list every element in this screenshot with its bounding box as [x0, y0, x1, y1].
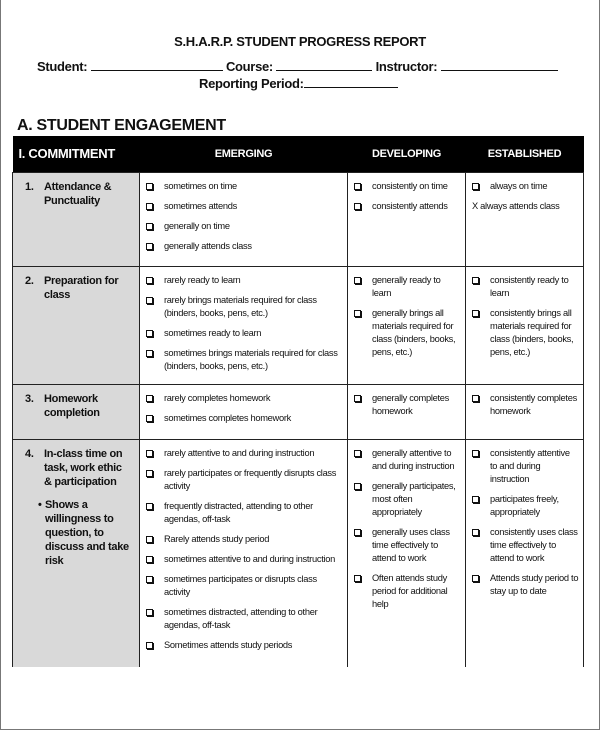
item-text: sometimes attentive to and during instruction	[164, 553, 335, 564]
table-row	[13, 439, 584, 679]
course-field[interactable]	[276, 59, 372, 71]
checkbox-icon[interactable]	[146, 556, 153, 563]
instructor-field[interactable]	[441, 59, 558, 71]
category-cell	[13, 172, 140, 266]
table-row	[13, 384, 584, 439]
checkbox-icon[interactable]	[146, 395, 153, 402]
checklist-item[interactable]	[472, 274, 579, 300]
item-text: consistently attends	[372, 200, 448, 211]
checklist-item[interactable]	[146, 240, 343, 253]
item-text: generally attentive to and during instruction	[372, 447, 455, 471]
checkbox-icon[interactable]	[354, 395, 361, 402]
checklist-item[interactable]	[472, 447, 579, 486]
checklist-item[interactable]	[472, 493, 579, 519]
checklist-item[interactable]	[472, 526, 579, 565]
table-header	[13, 136, 584, 172]
established-cell	[466, 439, 584, 679]
checkbox-icon[interactable]	[146, 450, 153, 457]
checkbox-icon[interactable]	[146, 642, 153, 649]
checklist-item[interactable]	[146, 553, 343, 566]
checklist-item[interactable]	[146, 180, 343, 193]
item-text: generally ready to learn	[372, 274, 441, 298]
rubric-table	[12, 136, 584, 679]
item-text: generally uses class time effectively to attend to work	[372, 526, 450, 563]
page-bottom-margin	[0, 667, 600, 730]
emerging-cell	[140, 384, 348, 439]
checkbox-icon[interactable]	[472, 277, 479, 284]
item-text: sometimes participates or disrupts class activity	[164, 573, 317, 597]
checkbox-icon[interactable]	[146, 243, 153, 250]
checklist-item[interactable]	[146, 447, 343, 460]
header-established: ESTABLISHED	[466, 136, 584, 172]
bullet-icon: •	[38, 498, 42, 511]
checked-item[interactable]	[472, 200, 579, 213]
item-text: sometimes completes homework	[164, 412, 291, 423]
report-title: S.H.A.R.P. STUDENT PROGRESS REPORT	[174, 34, 426, 49]
checkbox-icon[interactable]	[146, 330, 153, 337]
developing-cell	[348, 439, 466, 679]
checkbox-icon[interactable]	[146, 503, 153, 510]
checkbox-icon[interactable]	[472, 310, 479, 317]
checkbox-icon[interactable]	[472, 529, 479, 536]
item-text: generally completes homework	[372, 392, 449, 416]
checklist-item[interactable]	[146, 412, 343, 425]
checklist-item[interactable]	[146, 347, 343, 373]
checkbox-icon[interactable]	[354, 183, 361, 190]
item-text: generally on time	[164, 220, 230, 231]
checkbox-icon[interactable]	[354, 450, 361, 457]
item-text: sometimes ready to learn	[164, 327, 262, 338]
checklist-item[interactable]	[354, 307, 461, 359]
header-commitment: I. COMMITMENT	[13, 136, 140, 172]
checklist-item[interactable]	[146, 294, 343, 320]
period-label: Reporting Period:	[199, 76, 304, 91]
checklist-item[interactable]	[354, 480, 461, 519]
checklist-item[interactable]	[146, 573, 343, 599]
item-text: rarely completes homework	[164, 392, 271, 403]
period-field[interactable]	[304, 76, 398, 88]
checkbox-icon[interactable]	[146, 203, 153, 210]
table-row	[13, 266, 584, 384]
header-developing: DEVELOPING	[348, 136, 466, 172]
item-text: frequently distracted, attending to other agendas, off-task	[164, 500, 313, 524]
item-text: rarely attentive to and during instruction	[164, 447, 315, 458]
checklist-item[interactable]	[354, 274, 461, 300]
checklist-item[interactable]	[354, 526, 461, 565]
developing-cell	[348, 266, 466, 384]
checklist-item[interactable]	[146, 606, 343, 632]
checkbox-icon[interactable]	[472, 183, 479, 190]
item-text: generally attends class	[164, 240, 252, 251]
checklist-item[interactable]	[472, 572, 579, 598]
checklist-item[interactable]	[354, 180, 461, 193]
emerging-cell	[140, 439, 348, 679]
checklist-item[interactable]	[472, 307, 579, 359]
established-cell	[466, 172, 584, 266]
category-number: 3.	[25, 392, 34, 405]
category-label: Preparation for class	[44, 274, 119, 301]
category-number: 1.	[25, 180, 34, 193]
student-label: Student:	[37, 59, 88, 74]
checkbox-icon[interactable]	[472, 450, 479, 457]
subpoint-text: Shows a willingness to question, to discuss and take risk	[45, 498, 129, 567]
developing-cell	[348, 172, 466, 266]
checklist-item[interactable]	[146, 274, 343, 287]
checklist-item[interactable]	[354, 392, 461, 418]
developing-cell	[348, 384, 466, 439]
item-text: consistently completes homework	[490, 392, 577, 416]
checkbox-icon[interactable]	[146, 277, 153, 284]
checkbox-icon[interactable]	[146, 576, 153, 583]
section-heading: A. STUDENT ENGAGEMENT	[17, 117, 226, 134]
item-text: rarely participates or frequently disrupts class activity	[164, 467, 337, 491]
header-emerging: EMERGING	[140, 136, 348, 172]
item-text: Rarely attends study period	[164, 533, 270, 544]
emerging-cell	[140, 172, 348, 266]
checklist-item[interactable]	[146, 327, 343, 340]
period-line	[199, 76, 398, 91]
checkbox-icon[interactable]	[354, 277, 361, 284]
checkbox-icon[interactable]	[146, 609, 153, 616]
item-text: sometimes brings materials required for class (binders, books, pens, etc.)	[164, 347, 338, 371]
checkbox-icon[interactable]	[146, 470, 153, 477]
item-text: sometimes distracted, attending to other agendas, off-task	[164, 606, 318, 630]
category-number: 4.	[25, 447, 34, 460]
checklist-item[interactable]	[146, 220, 343, 233]
table-row	[13, 172, 584, 266]
item-text: rarely ready to learn	[164, 274, 241, 285]
item-text: sometimes attends	[164, 200, 237, 211]
checklist-item[interactable]	[472, 392, 579, 418]
header-fields-line	[37, 59, 558, 74]
emerging-cell	[140, 266, 348, 384]
category-cell	[13, 384, 140, 439]
item-text: always on time	[490, 180, 548, 191]
item-text: Often attends study period for additional help	[372, 572, 448, 609]
checklist-item[interactable]	[146, 200, 343, 213]
checkbox-icon[interactable]	[354, 529, 361, 536]
checkbox-icon[interactable]	[146, 183, 153, 190]
checkbox-icon[interactable]	[146, 223, 153, 230]
instructor-label: Instructor:	[375, 59, 438, 74]
checklist-item[interactable]	[146, 533, 343, 546]
established-cell	[466, 266, 584, 384]
category-label: Attendance & Punctuality	[44, 180, 112, 207]
category-subpoint	[38, 498, 135, 568]
item-text: consistently on time	[372, 180, 448, 191]
checkbox-icon[interactable]	[472, 575, 479, 582]
item-text: consistently brings all materials required for class (binders, books, pens, etc.)	[490, 307, 574, 357]
item-text: Attends study period to stay up to date	[490, 572, 579, 596]
established-cell	[466, 384, 584, 439]
item-text: consistently attentive to and during instruction	[490, 447, 570, 484]
checkbox-icon[interactable]	[472, 496, 479, 503]
checklist-item[interactable]	[146, 639, 343, 652]
item-text: consistently uses class time effectively to attend to work	[490, 526, 578, 563]
item-text: rarely brings materials required for class (binders, books, pens, etc.)	[164, 294, 317, 318]
category-label: Homework completion	[44, 392, 100, 419]
checklist-item[interactable]	[146, 500, 343, 526]
checklist-item[interactable]	[146, 467, 343, 493]
checklist-item[interactable]	[146, 392, 343, 405]
checkbox-icon[interactable]	[354, 203, 361, 210]
category-number: 2.	[25, 274, 34, 287]
category-cell	[13, 266, 140, 384]
item-text: participates freely, appropriately	[490, 493, 559, 517]
category-cell	[13, 439, 140, 679]
checkbox-icon[interactable]	[354, 310, 361, 317]
checkbox-icon[interactable]	[146, 536, 153, 543]
item-text: consistently ready to learn	[490, 274, 569, 298]
item-text: generally participates, most often appropriately	[372, 480, 456, 517]
checklist-item[interactable]	[354, 447, 461, 473]
checkbox-icon[interactable]	[146, 297, 153, 304]
checkbox-icon[interactable]	[146, 415, 153, 422]
item-text: Sometimes attends study periods	[164, 639, 293, 650]
item-text: generally brings all materials required for class (binders, books, pens, etc.)	[372, 307, 456, 357]
checklist-item[interactable]	[354, 572, 461, 611]
category-label: In-class time on task, work ethic & participation	[44, 447, 123, 488]
student-field[interactable]	[91, 59, 223, 71]
checkbox-icon[interactable]	[146, 350, 153, 357]
item-text: X always attends class	[472, 200, 560, 211]
checklist-item[interactable]	[354, 200, 461, 213]
checklist-item[interactable]	[472, 180, 579, 193]
checkbox-icon[interactable]	[354, 575, 361, 582]
checkbox-icon[interactable]	[354, 483, 361, 490]
course-label: Course:	[225, 59, 273, 74]
item-text: sometimes on time	[164, 180, 237, 191]
checkbox-icon[interactable]	[472, 395, 479, 402]
